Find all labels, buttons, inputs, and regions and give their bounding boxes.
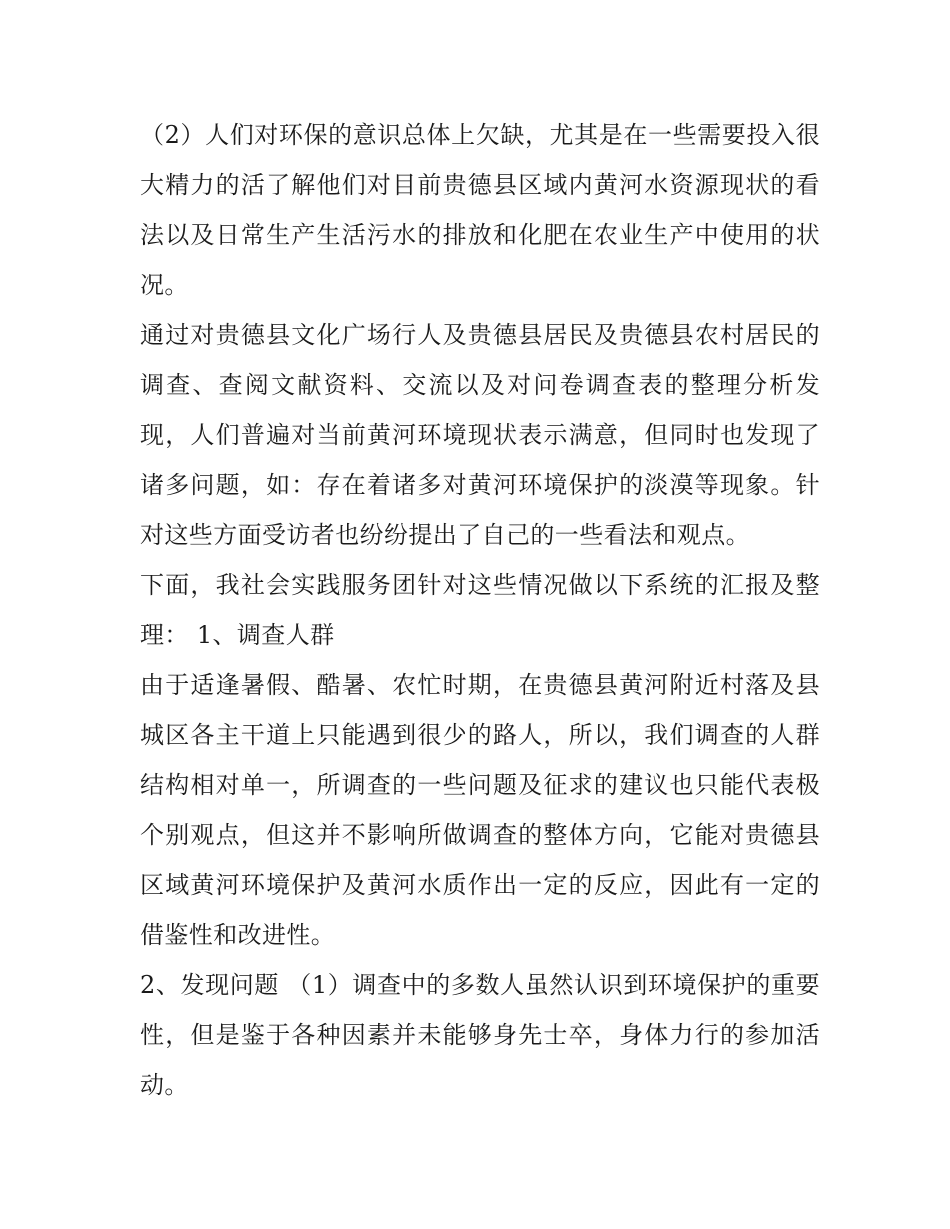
paragraph-survey-population: 由于适逢暑假、酷暑、农忙时期，在贵德县黄河附近村落及县城区各主干道上只能遇到很少的路人，所以，我们调查的人群结构相对单一，所调查的一些问题及征求的建议也只能代表极个别观点，但这并不影响所做调查的整体方向，它能对贵德县区域黄河环境保护及黄河水质作出一定的反应，因此有一定的借鉴性和改进性。 (140, 671, 820, 949)
paragraph-survey-findings: 通过对贵德县文化广场行人及贵德县居民及贵德县农村居民的调查、查阅文献资料、交流以及对问卷调查表的整理分析发现，人们普遍对当前黄河环境现状表示满意，但同时也发现了诸多问题，如：存在着诸多对黄河环境保护的淡漠等现象。针对这些方面受访者也纷纷提出了自己的一些看法和观点。 (140, 321, 820, 549)
paragraph-problems-found: 2、发现问题 （1）调查中的多数人虽然认识到环境保护的重要性，但是鉴于各种因素并未能够身先士卒，身体力行的参加活动。 (140, 971, 820, 1099)
document-body (140, 110, 820, 1110)
paragraph-awareness: （2）人们对环保的意识总体上欠缺，尤其是在一些需要投入很大精力的活了解他们对目前贵德县区域内黄河水资源现状的看法以及日常生产生活污水的排放和化肥在农业生产中使用的状况。 (140, 121, 820, 299)
paragraph-report-intro: 下面，我社会实践服务团针对这些情况做以下系统的汇报及整理： 1、调查人群 (140, 571, 820, 649)
